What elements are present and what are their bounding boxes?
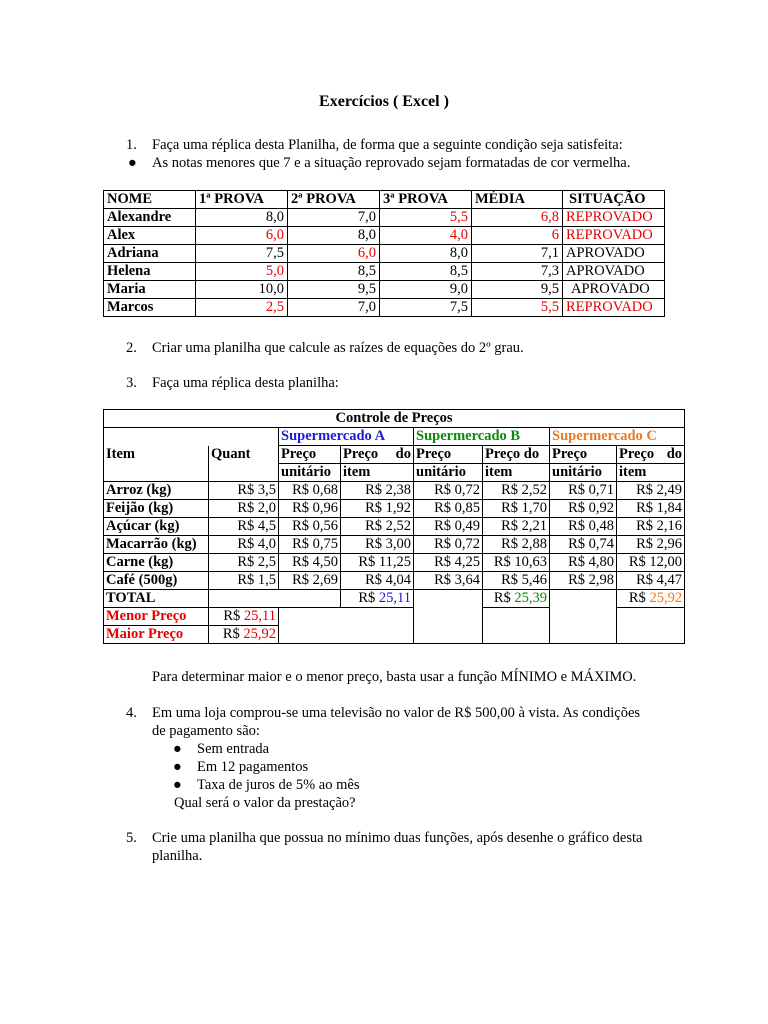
student-name: Helena <box>104 263 196 281</box>
table-row <box>104 209 665 227</box>
maior-preco-label: Maior Preço <box>104 626 209 644</box>
price-cell: R$ 2,69 <box>279 572 341 590</box>
total-row <box>104 590 685 608</box>
price-cell: R$ 4,47 <box>617 572 685 590</box>
table-row <box>104 572 685 590</box>
grade-cell: 5,5 <box>380 209 472 227</box>
price-cell: R$ 0,96 <box>279 500 341 518</box>
price-cell: R$ 2,16 <box>617 518 685 536</box>
menor-preco-value: 25,11 <box>243 608 276 624</box>
table-row <box>104 554 685 572</box>
currency-symbol: R$ <box>628 590 646 606</box>
quant-cell: R$ 1,5 <box>209 572 279 590</box>
ex4-question: Qual será o valor da prestação? <box>174 795 356 811</box>
menor-preco-label: Menor Preço <box>104 608 209 626</box>
price-cell: R$ 2,52 <box>483 482 550 500</box>
price-cell: R$ 0,49 <box>414 518 483 536</box>
price-cell: R$ 2,96 <box>617 536 685 554</box>
empty-cell <box>209 590 341 608</box>
grade-cell: 9,5 <box>288 281 380 299</box>
ex5-number: 5. <box>126 830 137 846</box>
col-unit-price-2: unitário <box>550 464 617 482</box>
price-cell: R$ 1,84 <box>617 500 685 518</box>
grade-cell: 6,0 <box>196 227 288 245</box>
item-name: Macarrão (kg) <box>104 536 209 554</box>
price-cell: R$ 2,21 <box>483 518 550 536</box>
price-cell: R$ 2,38 <box>341 482 414 500</box>
table-row <box>104 518 685 536</box>
table-row <box>104 263 665 281</box>
total-a-value: 25,11 <box>378 590 411 606</box>
price-cell: R$ 0,56 <box>279 518 341 536</box>
price-cell: R$ 2,52 <box>341 518 414 536</box>
col-item-price-2: item <box>341 464 414 482</box>
item-name: Arroz (kg) <box>104 482 209 500</box>
average-cell: 7,3 <box>472 263 563 281</box>
table-row <box>104 536 685 554</box>
price-cell: R$ 1,70 <box>483 500 550 518</box>
price-cell: R$ 4,80 <box>550 554 617 572</box>
status-cell: REPROVADO <box>563 209 665 227</box>
bullet-icon: ● <box>128 155 137 171</box>
ex1-number: 1. <box>126 137 137 153</box>
empty-cell <box>414 590 483 644</box>
price-cell: R$ 3,64 <box>414 572 483 590</box>
item-name: Feijão (kg) <box>104 500 209 518</box>
price-cell: R$ 5,46 <box>483 572 550 590</box>
maior-preco-value: 25,92 <box>243 626 276 642</box>
price-cell: R$ 1,92 <box>341 500 414 518</box>
grade-cell: 7,0 <box>288 209 380 227</box>
table-row <box>104 245 665 263</box>
status-cell: REPROVADO <box>563 299 665 317</box>
price-cell: R$ 2,49 <box>617 482 685 500</box>
quant-cell: R$ 2,0 <box>209 500 279 518</box>
market-c-header: Supermercado C <box>550 428 685 446</box>
menor-preco-cell <box>209 608 279 626</box>
grade-cell: 9,0 <box>380 281 472 299</box>
price-cell: R$ 0,48 <box>550 518 617 536</box>
col-header: SITUAÇÃO <box>563 191 665 209</box>
ex4-bullet: Sem entrada <box>197 741 270 757</box>
grade-cell: 6,0 <box>288 245 380 263</box>
price-cell: R$ 2,98 <box>550 572 617 590</box>
bullet-icon: ● <box>173 759 182 775</box>
average-cell: 9,5 <box>472 281 563 299</box>
ex5-text-2: planilha. <box>152 848 203 864</box>
table-row <box>104 482 685 500</box>
col-item: Item <box>104 446 209 482</box>
price-cell: R$ 0,75 <box>279 536 341 554</box>
grade-cell: 8,5 <box>380 263 472 281</box>
currency-symbol: R$ <box>223 608 241 624</box>
ex4-text-1: Em uma loja comprou-se uma televisão no valor de R$ 500,00 à vista. As condições <box>152 705 641 721</box>
price-cell: R$ 0,72 <box>414 482 483 500</box>
grade-cell: 2,5 <box>196 299 288 317</box>
ex2-number: 2. <box>126 340 137 356</box>
grades-table <box>103 190 665 317</box>
price-cell: R$ 0,74 <box>550 536 617 554</box>
grade-cell: 8,0 <box>380 245 472 263</box>
bullet-icon: ● <box>173 741 182 757</box>
item-name: Açúcar (kg) <box>104 518 209 536</box>
col-unit-price: Preço <box>550 446 617 464</box>
ex4-bullet: Taxa de juros de 5% ao mês <box>197 777 360 793</box>
status-cell: APROVADO <box>563 263 665 281</box>
market-a-header: Supermercado A <box>279 428 414 446</box>
price-cell: R$ 0,85 <box>414 500 483 518</box>
average-cell: 6,8 <box>472 209 563 227</box>
price-cell: R$ 0,71 <box>550 482 617 500</box>
quant-cell: R$ 4,0 <box>209 536 279 554</box>
price-cell: R$ 2,88 <box>483 536 550 554</box>
table-row <box>104 227 665 245</box>
min-max-note: Para determinar maior e o menor preço, basta usar a função MÍNIMO e MÁXIMO. <box>152 669 637 685</box>
ex2-text: Criar uma planilha que calcule as raízes de equações do 2º grau. <box>152 340 524 356</box>
empty-cell <box>279 608 414 644</box>
student-name: Alex <box>104 227 196 245</box>
empty-cell <box>617 608 685 644</box>
empty-cell <box>483 608 550 644</box>
currency-symbol: R$ <box>222 626 240 642</box>
col-unit-price-2: unitário <box>414 464 483 482</box>
empty-cell <box>104 428 279 446</box>
market-header-row <box>104 428 685 446</box>
price-cell: R$ 0,92 <box>550 500 617 518</box>
student-name: Alexandre <box>104 209 196 227</box>
col-quant: Quant <box>209 446 279 482</box>
table-row <box>104 500 685 518</box>
ex4-number: 4. <box>126 705 137 721</box>
average-cell: 7,1 <box>472 245 563 263</box>
ex4-bullet: Em 12 pagamentos <box>197 759 309 775</box>
grade-cell: 5,0 <box>196 263 288 281</box>
page-title: Exercícios ( Excel ) <box>319 93 449 110</box>
total-c-value: 25,92 <box>649 590 683 606</box>
quant-cell: R$ 4,5 <box>209 518 279 536</box>
price-cell: R$ 4,50 <box>279 554 341 572</box>
currency-symbol: R$ <box>493 590 511 606</box>
ex1-text: Faça uma réplica desta Planilha, de forma que a seguinte condição seja satisfeita: <box>152 137 623 153</box>
col-header: 1ª PROVA <box>196 191 288 209</box>
col-unit-price: Preço <box>279 446 341 464</box>
student-name: Maria <box>104 281 196 299</box>
col-unit-price: Preço <box>414 446 483 464</box>
maior-preco-cell <box>209 626 279 644</box>
student-name: Adriana <box>104 245 196 263</box>
quant-cell: R$ 2,5 <box>209 554 279 572</box>
col-item-price-2: item <box>617 464 685 482</box>
col-item-price: Preço do <box>341 446 414 464</box>
price-cell: R$ 0,68 <box>279 482 341 500</box>
grades-header-row <box>104 191 665 209</box>
col-unit-price-2: unitário <box>279 464 341 482</box>
grade-cell: 7,5 <box>196 245 288 263</box>
market-b-header: Supermercado B <box>414 428 550 446</box>
grade-cell: 8,5 <box>288 263 380 281</box>
item-name: Carne (kg) <box>104 554 209 572</box>
ex3-number: 3. <box>126 375 137 391</box>
price-cell: R$ 4,04 <box>341 572 414 590</box>
column-header-row <box>104 446 685 464</box>
price-cell: R$ 3,00 <box>341 536 414 554</box>
price-cell: R$ 12,00 <box>617 554 685 572</box>
price-cell: R$ 10,63 <box>483 554 550 572</box>
col-item-price: Preço do <box>483 446 550 464</box>
col-header: NOME <box>104 191 196 209</box>
table-row <box>104 281 665 299</box>
grade-cell: 8,0 <box>196 209 288 227</box>
total-b-cell <box>483 590 550 608</box>
currency-symbol: R$ <box>358 590 376 606</box>
ex5-text-1: Crie uma planilha que possua no mínimo duas funções, após desenhe o gráfico desta <box>152 830 643 846</box>
average-cell: 6 <box>472 227 563 245</box>
student-name: Marcos <box>104 299 196 317</box>
price-cell: R$ 4,25 <box>414 554 483 572</box>
empty-cell <box>550 590 617 644</box>
status-cell: REPROVADO <box>563 227 665 245</box>
grade-cell: 7,5 <box>380 299 472 317</box>
total-c-cell <box>617 590 685 608</box>
ex4-text-2: de pagamento são: <box>152 723 260 739</box>
price-control-table <box>103 409 685 644</box>
grade-cell: 4,0 <box>380 227 472 245</box>
col-item-price: Preço do <box>617 446 685 464</box>
price-cell: R$ 0,72 <box>414 536 483 554</box>
quant-cell: R$ 3,5 <box>209 482 279 500</box>
grade-cell: 8,0 <box>288 227 380 245</box>
col-header: 3ª PROVA <box>380 191 472 209</box>
price-cell: R$ 11,25 <box>341 554 414 572</box>
ex3-text: Faça uma réplica desta planilha: <box>152 375 339 391</box>
total-a-cell <box>341 590 414 608</box>
table-title-row <box>104 410 685 428</box>
col-header: 2ª PROVA <box>288 191 380 209</box>
total-label: TOTAL <box>104 590 209 608</box>
bullet-icon: ● <box>173 777 182 793</box>
grade-cell: 7,0 <box>288 299 380 317</box>
status-cell: APROVADO <box>563 245 665 263</box>
table-row <box>104 299 665 317</box>
table-title: Controle de Preços <box>104 410 685 428</box>
status-cell: APROVADO <box>563 281 665 299</box>
col-item-price-2: item <box>483 464 550 482</box>
average-cell: 5,5 <box>472 299 563 317</box>
col-header: MÉDIA <box>472 191 563 209</box>
total-b-value: 25,39 <box>514 590 547 606</box>
item-name: Café (500g) <box>104 572 209 590</box>
ex1-bullet-text: As notas menores que 7 e a situação reprovado sejam formatadas de cor vermelha. <box>152 155 631 171</box>
grade-cell: 10,0 <box>196 281 288 299</box>
